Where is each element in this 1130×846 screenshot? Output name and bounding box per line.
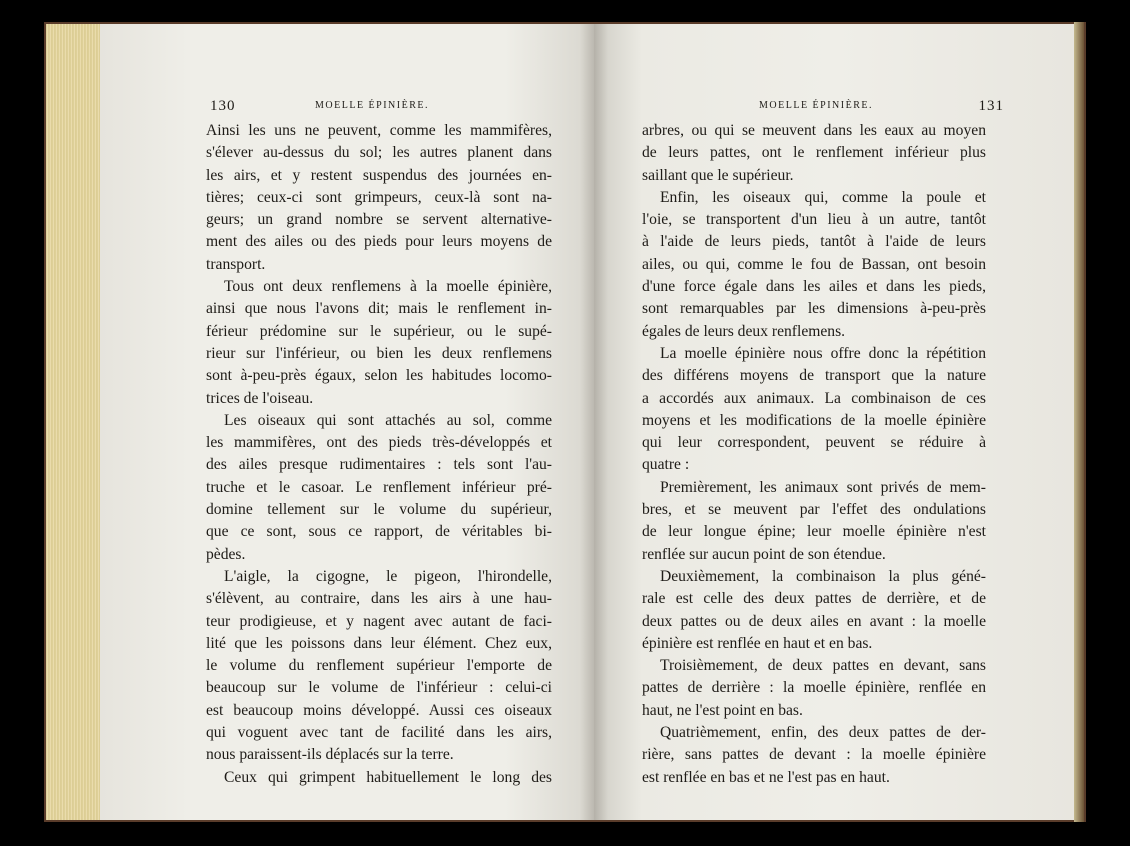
text-line: des différens moyens de transport que la nature xyxy=(642,367,986,385)
text-line: ailes, ou qui, comme le fou de Bassan, ont besoin xyxy=(642,255,986,273)
text-line: nous paraissent-ils déplacés sur la terre. xyxy=(206,746,454,764)
text-line: de leurs pattes, ont le renflement inférieur plus xyxy=(642,144,986,162)
text-line: est renflée en bas et ne l'est pas en haut. xyxy=(642,768,890,786)
text-line: Premièrement, les animaux sont privés de mem- xyxy=(660,478,986,496)
left-running-head xyxy=(210,97,570,115)
text-line: ainsi que nous l'avons dit; mais le renflement in- xyxy=(206,300,552,318)
text-line: La moelle épinière nous offre donc la répétition xyxy=(660,344,986,362)
text-line: bres, et se meuvent par l'effet des ondulations xyxy=(642,501,986,519)
text-line: à l'aide de leurs pieds, tantôt à l'aide de leurs xyxy=(642,233,986,251)
text-line: renflée sur aucun point de son étendue. xyxy=(642,545,886,563)
text-line: ment des ailes ou des pieds pour leurs moyens de xyxy=(206,233,552,251)
text-line: Troisièmement, de deux pattes en devant, sans xyxy=(660,657,986,675)
text-line: est beaucoup moins développé. Aussi ces oiseaux xyxy=(206,701,552,719)
text-line: rière, sans pattes de devant : la moelle épinière xyxy=(642,746,986,764)
text-line: de leur longue épine; leur moelle épinière n'est xyxy=(642,523,986,541)
right-page xyxy=(594,24,1074,820)
text-line: deux pattes ou de deux ailes en avant : la moelle xyxy=(642,612,986,630)
text-line: qui voguent avec tant de facilité dans les airs, xyxy=(206,724,552,742)
text-line: rieur sur l'inférieur, ou bien les deux renflemens xyxy=(206,344,552,362)
left-page xyxy=(100,24,594,820)
text-line: pattes de derrière : la moelle épinière, renflée en xyxy=(642,679,986,697)
text-line: sont remarquables par les dimensions à-peu-près xyxy=(642,300,986,318)
text-line: Les oiseaux qui sont attachés au sol, comme xyxy=(224,411,552,429)
text-line: férieur prédomine sur le supérieur, ou le supé- xyxy=(206,322,552,340)
page-edges xyxy=(46,24,106,820)
text-line: Quatrièmement, enfin, des deux pattes de der- xyxy=(660,724,986,742)
text-line: L'aigle, la cigogne, le pigeon, l'hirondelle, xyxy=(224,567,552,585)
right-page-number: 131 xyxy=(978,98,1004,114)
text-line: Deuxièmement, la combinaison la plus géné- xyxy=(660,567,986,585)
text-line: qui leur correspondent, peuvent se réduire à xyxy=(642,434,986,452)
text-line: geurs; un grand nombre se servent alternative- xyxy=(206,211,552,229)
text-line: s'élever au-dessus du sol; les autres planent dans xyxy=(206,144,552,162)
right-running-title: MOELLE ÉPINIÈRE. xyxy=(759,100,873,111)
text-line: saillant que le supérieur. xyxy=(642,166,794,184)
left-text-block xyxy=(206,120,552,789)
text-line: des ailes presque rudimentaires : tels sont l'au- xyxy=(206,456,552,474)
text-line: rale est celle des deux pattes de derrière, et de xyxy=(642,590,986,608)
text-line: Tous ont deux renflemens à la moelle épinière, xyxy=(224,278,552,296)
text-line: Enfin, les oiseaux qui, comme la poule et xyxy=(660,188,986,206)
text-line: d'une force égale dans les ailes et dans les pieds, xyxy=(642,278,986,296)
right-page-edge xyxy=(1074,22,1084,822)
text-line: l'oie, se transportent d'un lieu à un autre, tantôt xyxy=(642,211,986,229)
text-line: Ceux qui grimpent habituellement le long des xyxy=(224,768,552,786)
text-line: lité que les poissons dans leur élément. Chez eux, xyxy=(206,634,552,652)
text-line: les airs, et y restent suspendus des journées en- xyxy=(206,166,552,184)
text-line: beaucoup sur le volume de l'inférieur : celui-ci xyxy=(206,679,552,697)
text-line: arbres, ou qui se meuvent dans les eaux au moyen xyxy=(642,122,986,139)
text-line: quatre : xyxy=(642,456,690,474)
text-line: a accordés aux animaux. La combinaison de ces xyxy=(642,389,986,407)
text-line: tières; ceux-ci sont grimpeurs, ceux-là sont na- xyxy=(206,188,552,206)
text-line: moyens et les modifications de la moelle épinière xyxy=(642,411,986,429)
gutter-shadow xyxy=(580,24,608,820)
text-line: égales de leurs deux renflemens. xyxy=(642,322,846,340)
text-line: épinière est renflée en haut et en bas. xyxy=(642,634,873,652)
text-line: haut, ne l'est point en bas. xyxy=(642,701,803,719)
text-line: que ce sont, sous ce rapport, de véritables bi- xyxy=(206,523,552,541)
text-line: les mammifères, ont des pieds très-développés et xyxy=(206,434,552,452)
text-line: truche et le casoar. Le renflement inférieur pré- xyxy=(206,478,552,496)
left-page-number: 130 xyxy=(210,98,236,114)
text-line: s'élèvent, au contraire, dans les airs à une hau- xyxy=(206,590,552,608)
right-running-head xyxy=(644,97,1004,115)
text-line: teur prodigieuse, et y nagent avec autant de faci- xyxy=(206,612,552,630)
text-line: sont à-peu-près égaux, selon les habitudes locomo- xyxy=(206,367,552,385)
text-line: domine tellement sur le volume du supérieur, xyxy=(206,501,552,519)
left-running-title: MOELLE ÉPINIÈRE. xyxy=(315,100,429,111)
text-line: Ainsi les uns ne peuvent, comme les mammifères, xyxy=(206,122,552,139)
right-text-block xyxy=(642,120,986,789)
text-line: le volume du renflement supérieur l'emporte de xyxy=(206,657,552,675)
text-line: transport. xyxy=(206,255,266,273)
text-line: pèdes. xyxy=(206,545,246,563)
text-line: trices de l'oiseau. xyxy=(206,389,314,407)
